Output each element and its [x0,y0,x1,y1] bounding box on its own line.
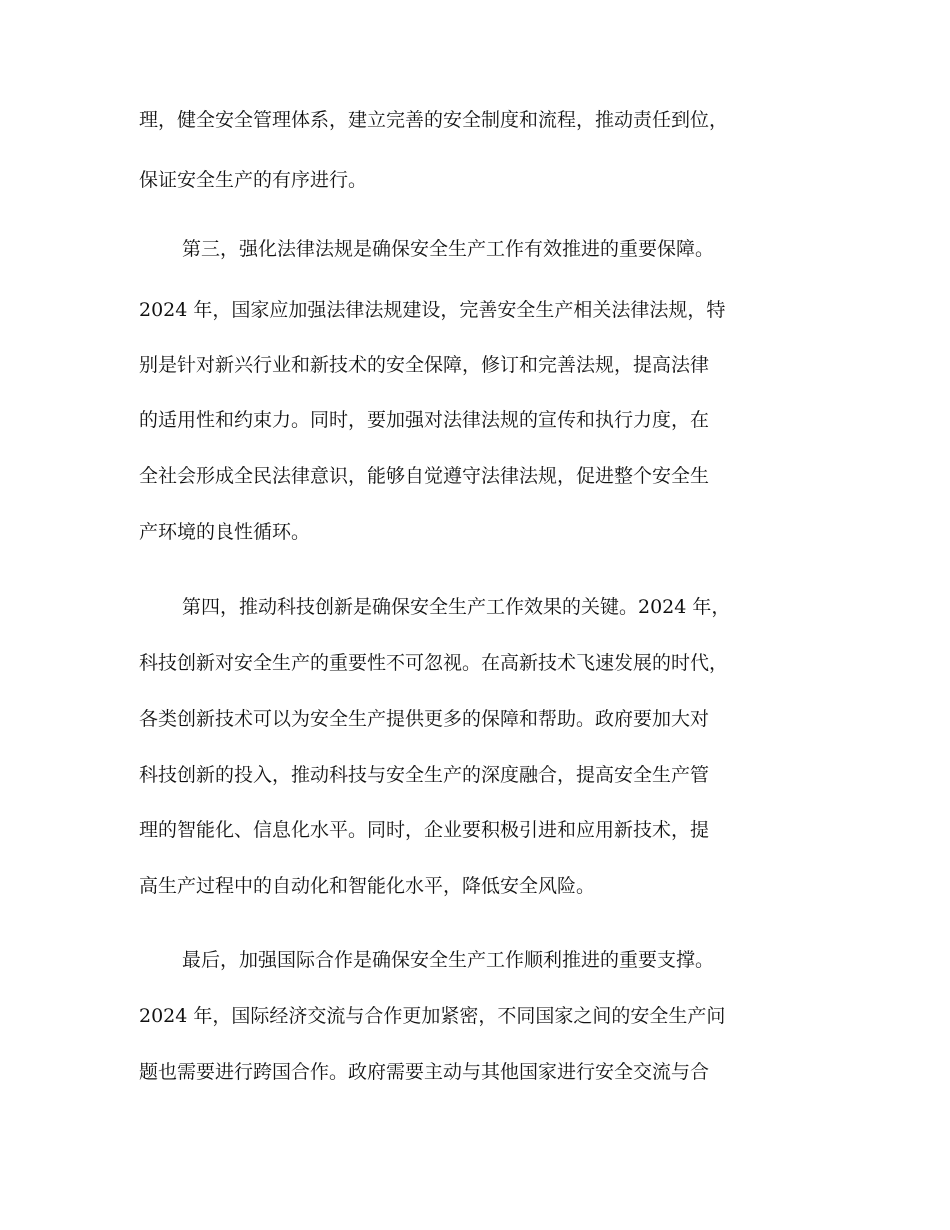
text-line: 科技创新的投入，推动科技与安全生产的深度融合，提高安全生产管 [139,764,710,786]
text-line: 2024 年，国际经济交流与合作更加紧密，不同国家之间的安全生产问 [139,1005,726,1027]
text-line: 题也需要进行跨国合作。政府需要主动与其他国家进行安全交流与合 [139,1061,710,1083]
text-line: 别是针对新兴行业和新技术的安全保障，修订和完善法规，提高法律 [139,354,710,376]
text-line: 理，健全安全管理体系，建立完善的安全制度和流程，推动责任到位， [139,109,729,131]
text-line: 保证安全生产的有序进行。 [139,169,368,191]
text-line: 高生产过程中的自动化和智能化水平，降低安全风险。 [139,875,596,897]
text-line: 各类创新技术可以为安全生产提供更多的保障和帮助。政府要加大对 [139,708,710,730]
text-line: 科技创新对安全生产的重要性不可忽视。在高新技术飞速发展的时代， [139,652,729,674]
text-line: 理的智能化、信息化水平。同时，企业要积极引进和应用新技术，提 [139,819,710,841]
paragraph-first-line: 第三，强化法律法规是确保安全生产工作有效推进的重要保障。 [182,238,715,260]
text-line: 全社会形成全民法律意识，能够自觉遵守法律法规，促进整个安全生 [139,465,710,487]
paragraph-first-line: 第四，推动科技创新是确保安全生产工作效果的关键。2024 年， [182,596,731,618]
paragraph-first-line: 最后，加强国际合作是确保安全生产工作顺利推进的重要支撑。 [182,949,715,971]
text-line: 2024 年，国家应加强法律法规建设，完善安全生产相关法律法规，特 [139,299,726,321]
text-line: 产环境的良性循环。 [139,521,311,543]
text-line: 的适用性和约束力。同时，要加强对法律法规的宣传和执行力度，在 [139,409,710,431]
